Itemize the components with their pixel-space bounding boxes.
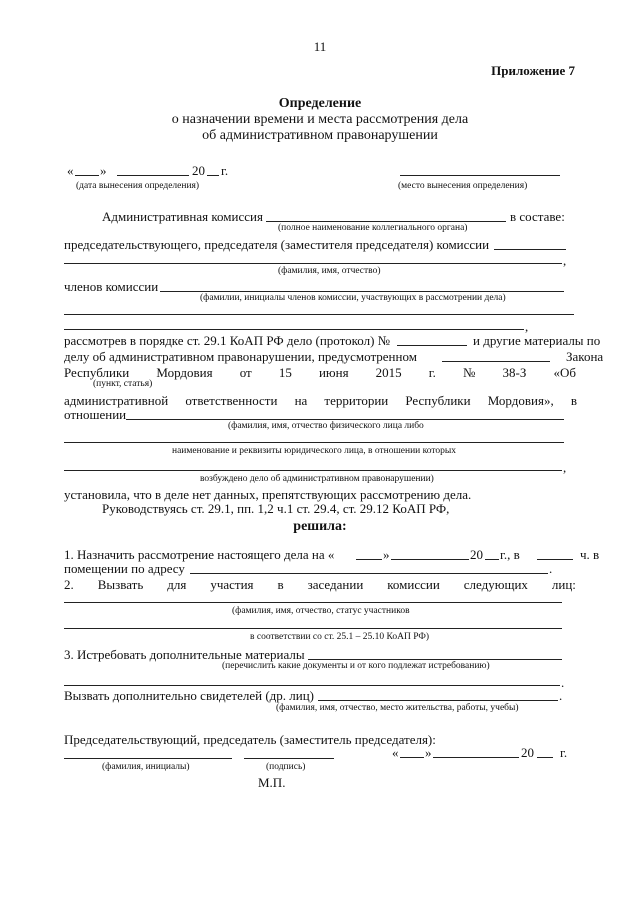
item1-a: 1. Назначить рассмотрение настоящего дела на « [64, 547, 335, 562]
caption-initials: (фамилия, инициалы) [102, 762, 190, 772]
members-label: членов комиссии [64, 279, 159, 294]
para1-line5: отношении [64, 407, 127, 422]
members-field-2 [64, 314, 574, 315]
dot: . [549, 561, 553, 576]
comma: , [563, 253, 567, 268]
document-title: Определение [278, 96, 362, 111]
item1-hour-field [537, 559, 573, 560]
comma: , [525, 319, 529, 334]
para1-line1b: и другие материалы по [473, 333, 601, 348]
item1-b: » [383, 547, 390, 562]
place-field [400, 175, 560, 176]
para1-line2a: делу об административном правонарушении, предусмотренном [64, 349, 417, 364]
initials-field [64, 758, 232, 759]
para1-line3: Республики Мордовия от 15 июня 2015 г. № 38-З «Об [64, 365, 576, 380]
decided-heading: решила: [293, 519, 347, 534]
item1-month-field [391, 559, 469, 560]
commission-field [266, 221, 506, 222]
para1-line1a: рассмотрев в порядке ст. 29.1 КоАП РФ дело (протокол) № [64, 333, 391, 348]
established-text: установила, что в деле нет данных, препятствующих рассмотрению дела. [64, 487, 472, 502]
item1-c: 20 [470, 547, 483, 562]
caption-case: возбуждено дело об административном правонарушении) [200, 474, 434, 484]
witnesses-field [318, 700, 558, 701]
item3-text: 3. Истребовать дополнительные материалы [64, 647, 305, 662]
caption-accordance: в соответствии со ст. 25.1 – 25.10 КоАП РФ) [250, 632, 430, 642]
caption-participants: (фамилия, имя, отчество, статус участников [232, 606, 410, 616]
caption-witnesses: (фамилия, имя, отчество, место жительства, работы, учебы) [276, 703, 519, 713]
caption-date: (дата вынесения определения) [76, 181, 200, 191]
chair-field-2 [64, 263, 562, 264]
documents-field [308, 659, 562, 660]
caption-commission: (полное наименование коллегиального органа) [278, 223, 468, 233]
item1-year-field [485, 559, 499, 560]
commission-label: Административная комиссия [102, 209, 263, 224]
participants-field-2 [64, 628, 562, 629]
document-subtitle-1: о назначении времени и места рассмотрения дела [171, 112, 469, 127]
chair-field [494, 249, 566, 250]
caption-signature: (подпись) [266, 762, 306, 772]
chair-line: председательствующего, председателя (заместителя председателя) комиссии [64, 237, 490, 252]
caption-documents: (перечислить какие документы и от кого подлежат истребованию) [222, 661, 490, 671]
appendix-label: Приложение 7 [491, 63, 575, 78]
address-field [190, 573, 548, 574]
comma: , [563, 460, 567, 475]
participants-field [64, 602, 562, 603]
members-field-3 [64, 329, 524, 330]
case-number-field [397, 345, 467, 346]
document-subtitle-2: об административном правонарушении [202, 128, 438, 143]
person-field [126, 419, 564, 420]
item1-d: г., в [500, 547, 520, 562]
item1-day-field [356, 559, 382, 560]
caption-article: (пункт, статья) [93, 379, 153, 389]
page-number: 11 [313, 39, 327, 54]
caption-members: (фамилии, инициалы членов комиссии, участвующих в рассмотрении дела) [200, 293, 506, 303]
article-field [442, 361, 550, 362]
item2-line: 2. Вызвать для участия в заседании комиссии следующих лиц: [64, 577, 576, 592]
caption-fio: (фамилия, имя, отчество) [278, 266, 381, 276]
dot: . [561, 675, 565, 690]
para1-line4: административной ответственности на территории Республики Мордовия», в [64, 393, 577, 408]
members-field [160, 291, 564, 292]
legal-field [64, 442, 564, 443]
signature-field [244, 758, 334, 759]
case-field [64, 470, 562, 471]
item1-l2: помещении по адресу [64, 561, 185, 576]
guided-text: Руководствуясь ст. 29.1, пп. 1,2 ч.1 ст. 29.4, ст. 29.12 КоАП РФ, [102, 501, 450, 516]
caption-place: (место вынесения определения) [398, 181, 528, 191]
stamp-label: М.П. [258, 775, 286, 790]
witnesses-text: Вызвать дополнительно свидетелей (др. лиц) [64, 688, 315, 703]
dot: . [559, 688, 563, 703]
commission-suffix: в составе: [510, 209, 565, 224]
documents-field-2 [64, 685, 560, 686]
item1-e: ч. в [580, 547, 600, 562]
chairman-text: Председательствующий, председатель (заместитель председателя): [64, 732, 436, 747]
caption-legal: наименование и реквизиты юридического лица, в отношении которых [172, 446, 457, 456]
para1-line2b: Закона [566, 349, 604, 364]
caption-person: (фамилия, имя, отчество физического лица либо [228, 421, 424, 431]
